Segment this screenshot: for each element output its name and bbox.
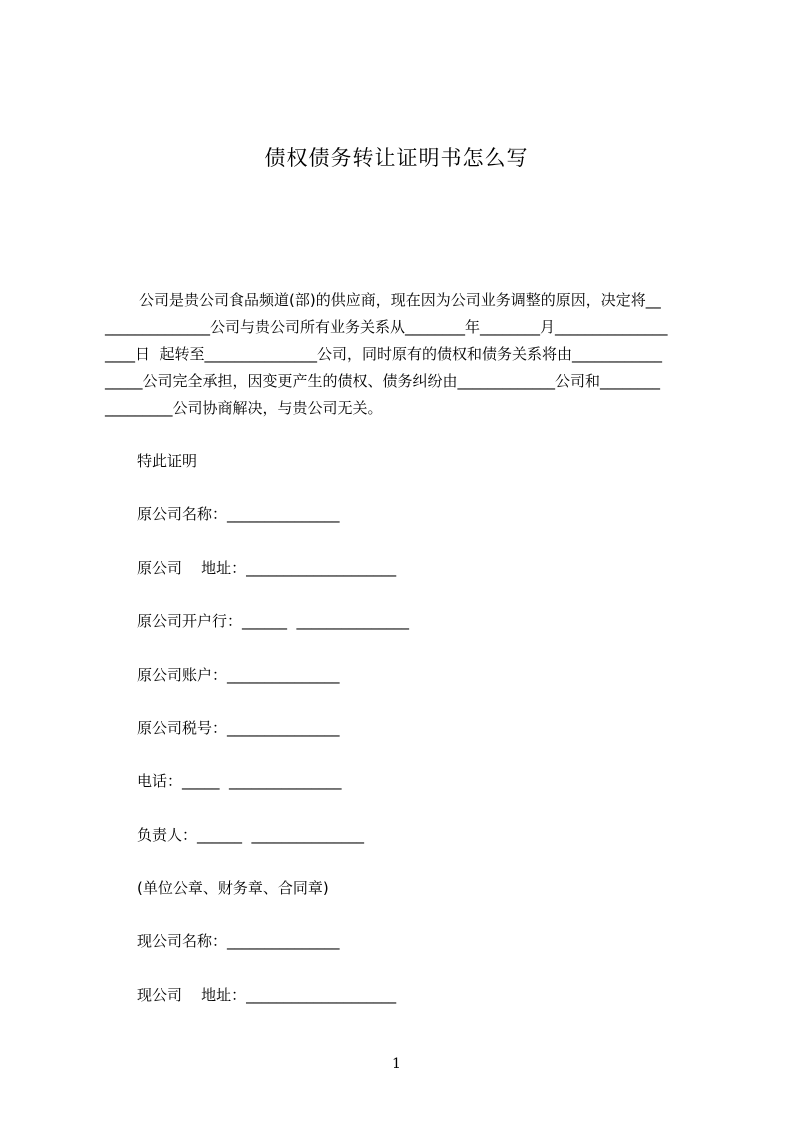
document-title: 债权债务转让证明书怎么写 — [264, 146, 529, 170]
phone-field: 电话：_____ _______________ — [137, 772, 342, 790]
current-company-address-field: 现公司 地址：____________________ — [137, 986, 397, 1004]
original-company-name-field: 原公司名称：_______________ — [137, 505, 340, 523]
page-number: 1 — [392, 1056, 401, 1072]
paragraph-line: ____日 起转至_______________公司，同时原有的债权和债务关系将由____________ — [105, 345, 663, 363]
paragraph-line: _____公司完全承担，因变更产生的债权、债务纠纷由_____________公司和________ — [105, 372, 661, 390]
original-company-tax-id-field: 原公司税号：_______________ — [137, 719, 340, 737]
responsible-person-field: 负责人：______ _______________ — [137, 826, 365, 844]
original-company-account-field: 原公司账户：_______________ — [137, 666, 340, 684]
paragraph-line: 公司是贵公司食品频道(部)的供应商，现在因为公司业务调整的原因，决定将__ — [139, 291, 661, 309]
original-company-bank-field: 原公司开户行：______ _______________ — [137, 612, 410, 630]
seal-note: (单位公章、财务章、合同章) — [137, 879, 329, 897]
current-company-name-field: 现公司名称：_______________ — [137, 932, 340, 950]
paragraph-line: _________公司协商解决，与贵公司无关。 — [105, 399, 383, 417]
closing-text: 特此证明 — [137, 452, 198, 470]
original-company-address-field: 原公司 地址：____________________ — [137, 559, 397, 577]
paragraph-line: ______________公司与贵公司所有业务关系从________年________月_______________ — [105, 318, 668, 336]
